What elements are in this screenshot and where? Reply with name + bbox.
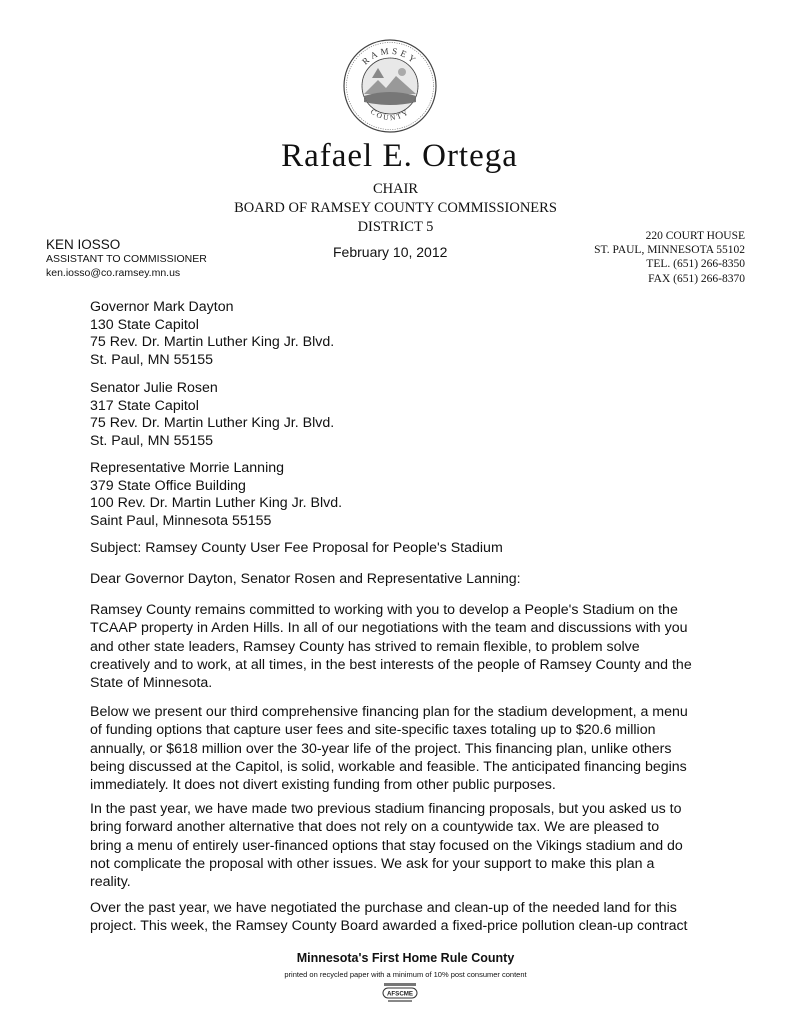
address-line: 75 Rev. Dr. Martin Luther King Jr. Blvd. — [90, 334, 335, 351]
office-fax: FAX (651) 266-8370 — [648, 272, 745, 285]
body-paragraph — [90, 703, 714, 794]
body-paragraph — [90, 601, 714, 692]
address-line: St. Paul, MN 55155 — [90, 351, 214, 368]
address-line: 100 Rev. Dr. Martin Luther King Jr. Blvd. — [90, 495, 343, 512]
paragraph-line: Ramsey County remains committed to working with you to develop a People's Stadium on the — [90, 602, 678, 618]
office-city: ST. PAUL, MINNESOTA 55102 — [594, 244, 745, 257]
address-line: Governor Mark Dayton — [90, 299, 234, 315]
paragraph-line: not complicate the proposal with other issues. We ask for your support to make this plan a — [90, 855, 655, 872]
paragraph-line: project. This week, the Ramsey County Board awarded a fixed-price pollution clean-up contract — [90, 918, 688, 935]
paragraph-line: of funding options that capture user fees and site-specific taxes totaling up to $20.6 million — [90, 722, 656, 739]
assistant-name: KEN IOSSO — [46, 237, 121, 252]
office-phone: TEL. (651) 266-8350 — [646, 258, 745, 271]
paragraph-line: reality. — [90, 874, 131, 891]
salutation: Dear Governor Dayton, Senator Rosen and Representative Lanning: — [90, 571, 521, 587]
ramsey-county-seal — [342, 38, 438, 134]
body-paragraph — [90, 800, 714, 891]
assistant-contact — [46, 238, 207, 280]
paragraph-line: State of Minnesota. — [90, 675, 213, 692]
recipient-address — [90, 299, 334, 369]
subject-line: Subject: Ramsey County User Fee Proposal for People's Stadium — [90, 540, 503, 556]
union-logo-text: AFSCME — [386, 990, 414, 998]
seal-bottom-text: COUNTY — [368, 106, 412, 123]
address-line: 379 State Office Building — [90, 477, 246, 494]
address-line: Saint Paul, Minnesota 55155 — [90, 512, 272, 529]
paragraph-line: annually, or $618 million over the 30-year life of the project. This financing plan, unlike others — [90, 740, 672, 757]
paragraph-line: Below we present our third comprehensive financing plan for the stadium development, a menu — [90, 704, 688, 720]
title-board: BOARD OF RAMSEY COUNTY COMMISSIONERS — [234, 200, 557, 216]
paragraph-line: immediately. It does not divert existing funding from other public purposes. — [90, 777, 556, 794]
assistant-email: ken.iosso@co.ramsey.mn.us — [46, 267, 181, 279]
paragraph-line: creatively and to work, at all times, in the best interests of the people of Ramsey County and the — [90, 656, 692, 673]
paragraph-line: In the past year, we have made two previous stadium financing proposals, but you asked us to — [90, 801, 682, 817]
title-chair: CHAIR — [372, 181, 419, 197]
paragraph-line: Over the past year, we have negotiated the purchase and clean-up of the needed land for this — [90, 900, 677, 916]
paragraph-line: bring forward another alternative that does not rely on a countywide tax. We are pleased to — [90, 819, 660, 836]
paragraph-line: and other state leaders, Ramsey County has strived to remain flexible, to problem solve — [90, 638, 640, 655]
footer-motto: Minnesota's First Home Rule County — [296, 951, 515, 965]
address-line: 317 State Capitol — [90, 397, 199, 414]
commissioner-name: Rafael E. Ortega — [281, 138, 518, 174]
office-address: 220 COURT HOUSE — [645, 230, 745, 242]
assistant-role: ASSISTANT TO COMMISSIONER — [46, 253, 207, 265]
address-line: 75 Rev. Dr. Martin Luther King Jr. Blvd. — [90, 415, 335, 432]
title-district: DISTRICT 5 — [357, 219, 434, 235]
paragraph-line: TCAAP property in Arden Hills. In all of our negotiations with the team and discussions with you — [90, 620, 688, 637]
address-line: St. Paul, MN 55155 — [90, 432, 214, 449]
paragraph-line: bring a menu of entirely user-financed options that stay focused on the Vikings stadium and do — [90, 837, 683, 854]
address-line: Senator Julie Rosen — [90, 380, 218, 396]
letter-date: February 10, 2012 — [333, 244, 448, 260]
recipient-address — [90, 460, 342, 530]
address-line: Representative Morrie Lanning — [90, 460, 285, 476]
union-label-icon — [382, 982, 418, 1004]
office-contact — [583, 229, 745, 286]
body-paragraph — [90, 899, 714, 936]
recipient-address — [90, 380, 334, 450]
paragraph-line: being discussed at the Capitol, is solid, workable and feasible. The anticipated financing begins — [90, 758, 687, 775]
seal-top-text: RAMSEY — [360, 45, 420, 67]
address-line: 130 State Capitol — [90, 316, 199, 333]
recycled-paper-note: printed on recycled paper with a minimum of 10% post consumer content — [284, 970, 527, 979]
